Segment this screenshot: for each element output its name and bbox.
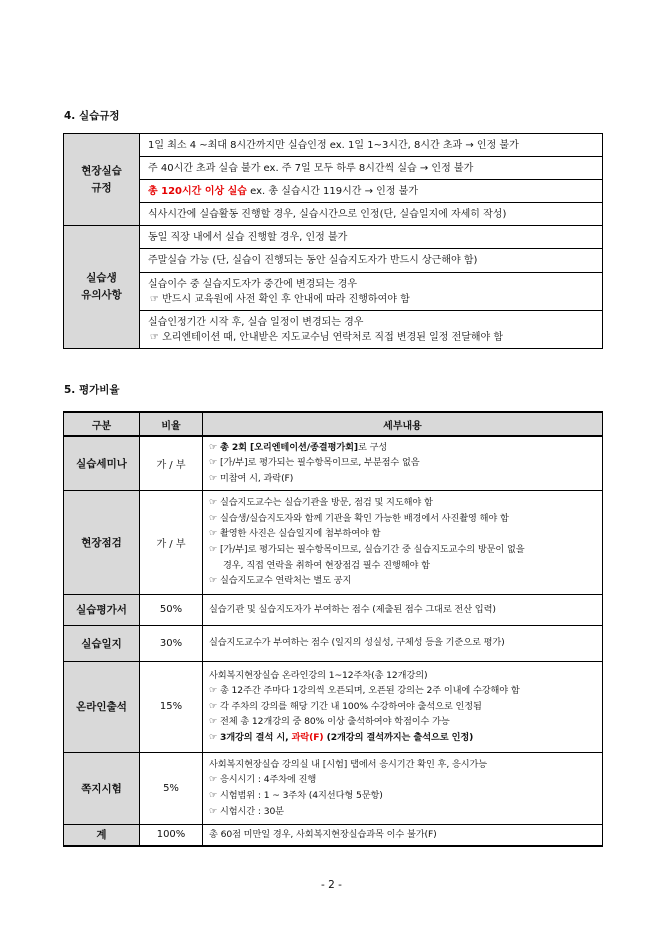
- section-5-title: 5. 평가비율: [64, 384, 120, 396]
- row-details: 실습기관 및 실습지도자가 부여하는 점수 (제출된 점수 그대로 전산 입력): [203, 594, 603, 625]
- row-ratio: 가 / 부: [140, 490, 203, 594]
- row-details: ☞ 총 2회 [오리엔테이션/종결평가회]로 구성 ☞ [가/부]로 평가되는 필수항목이므로, 부분점수 없음 ☞ 미참여 시, 과락(F): [203, 436, 603, 490]
- header-details: 세부내용: [203, 412, 603, 436]
- rule-row: 주 40시간 초과 실습 불가 ex. 주 7일 모두 하루 8시간씩 실습 → 인정 불가: [140, 157, 603, 180]
- row-name: 온라인출석: [64, 661, 140, 752]
- category-field-rules: 현장실습 규정: [64, 134, 140, 226]
- row-ratio: 15%: [140, 661, 203, 752]
- header-ratio: 비율: [140, 412, 203, 436]
- row-details: 사회복지현장실습 온라인강의 1~12주차(총 12개강의) ☞ 총 12주간 주마다 1강의씩 오픈되며, 오픈된 강의는 2주 이내에 수강해야 함 ☞ 각 주차의 강의를 해당 기간 내 100% 수강하여야 출석으로 인정됨 ☞ 전체 총 12개강의 중 80% 이상 출석하여야 학점이수 가능 ☞ 3개강의 결석 시, 과락(F) (2개강의 결석까지는 출석으로 인정): [203, 661, 603, 752]
- section-4-title: 4. 실습규정: [64, 110, 120, 122]
- rule-row: 주말실습 가능 (단, 실습이 진행되는 동안 실습지도자가 반드시 상근해야 함): [140, 249, 603, 273]
- category-student-notes: 실습생 유의사항: [64, 226, 140, 349]
- row-details: 실습지도교수가 부여하는 점수 (일지의 성실성, 구체성 등을 기준으로 평가): [203, 625, 603, 661]
- row-name: 실습세미나: [64, 436, 140, 490]
- row-ratio: 5%: [140, 752, 203, 824]
- evaluation-ratio-table: [63, 411, 603, 847]
- row-name: 실습평가서: [64, 594, 140, 625]
- row-name: 계: [64, 824, 140, 846]
- header-category: 구분: [64, 412, 140, 436]
- row-name: 실습일지: [64, 625, 140, 661]
- row-name: 쪽지시험: [64, 752, 140, 824]
- row-ratio: 50%: [140, 594, 203, 625]
- row-details: 총 60점 미만일 경우, 사회복지현장실습과목 이수 불가(F): [203, 824, 603, 846]
- rule-row: 1일 최소 4 ~최대 8시간까지만 실습인정 ex. 1일 1~3시간, 8시간 초과 → 인정 불가: [140, 134, 603, 157]
- row-ratio: 30%: [140, 625, 203, 661]
- rule-row: 동일 직장 내에서 실습 진행할 경우, 인정 불가: [140, 226, 603, 249]
- rule-row: 총 120시간 이상 실습 ex. 총 실습시간 119시간 → 인정 불가: [140, 180, 603, 203]
- row-details: ☞ 실습지도교수는 실습기관을 방문, 점검 및 지도해야 함 ☞ 실습생/실습지도자와 함께 기관을 확인 가능한 배경에서 사진촬영 해야 함 ☞ 촬영한 사진은 실습일지에 첨부하여야 함 ☞ [가/부]로 평가되는 필수항목이므로, 실습기간 중 실습지도교수의 방문이 없을 경우, 직접 연락을 취하여 현장점검 필수 진행해야 함 ☞ 실습지도교수 연락처는 별도 공지: [203, 490, 603, 594]
- row-details: 사회복지현장실습 강의실 내 [시험] 탭에서 응시기간 확인 후, 응시가능 ☞ 응시시기 : 4주차에 진행 ☞ 시험범위 : 1 ~ 3주차 (4지선다형 5문항) ☞ 시험시간 : 30분: [203, 752, 603, 824]
- row-ratio: 100%: [140, 824, 203, 846]
- rule-row: 실습이수 중 실습지도자가 중간에 변경되는 경우 ☞ 반드시 교육원에 사전 확인 후 안내에 따라 진행하여야 함: [140, 273, 603, 311]
- row-ratio: 가 / 부: [140, 436, 203, 490]
- practice-rules-table: [63, 133, 603, 349]
- rule-row: 실습인정기간 시작 후, 실습 일정이 변경되는 경우 ☞ 오리엔테이션 때, 안내받은 지도교수님 연락처로 직접 변경된 일정 전달해야 함: [140, 311, 603, 349]
- rule-row: 식사시간에 실습활동 진행할 경우, 실습시간으로 인정(단, 실습일지에 자세히 작성): [140, 203, 603, 226]
- page-number: - 2 -: [321, 879, 342, 891]
- row-name: 현장점검: [64, 490, 140, 594]
